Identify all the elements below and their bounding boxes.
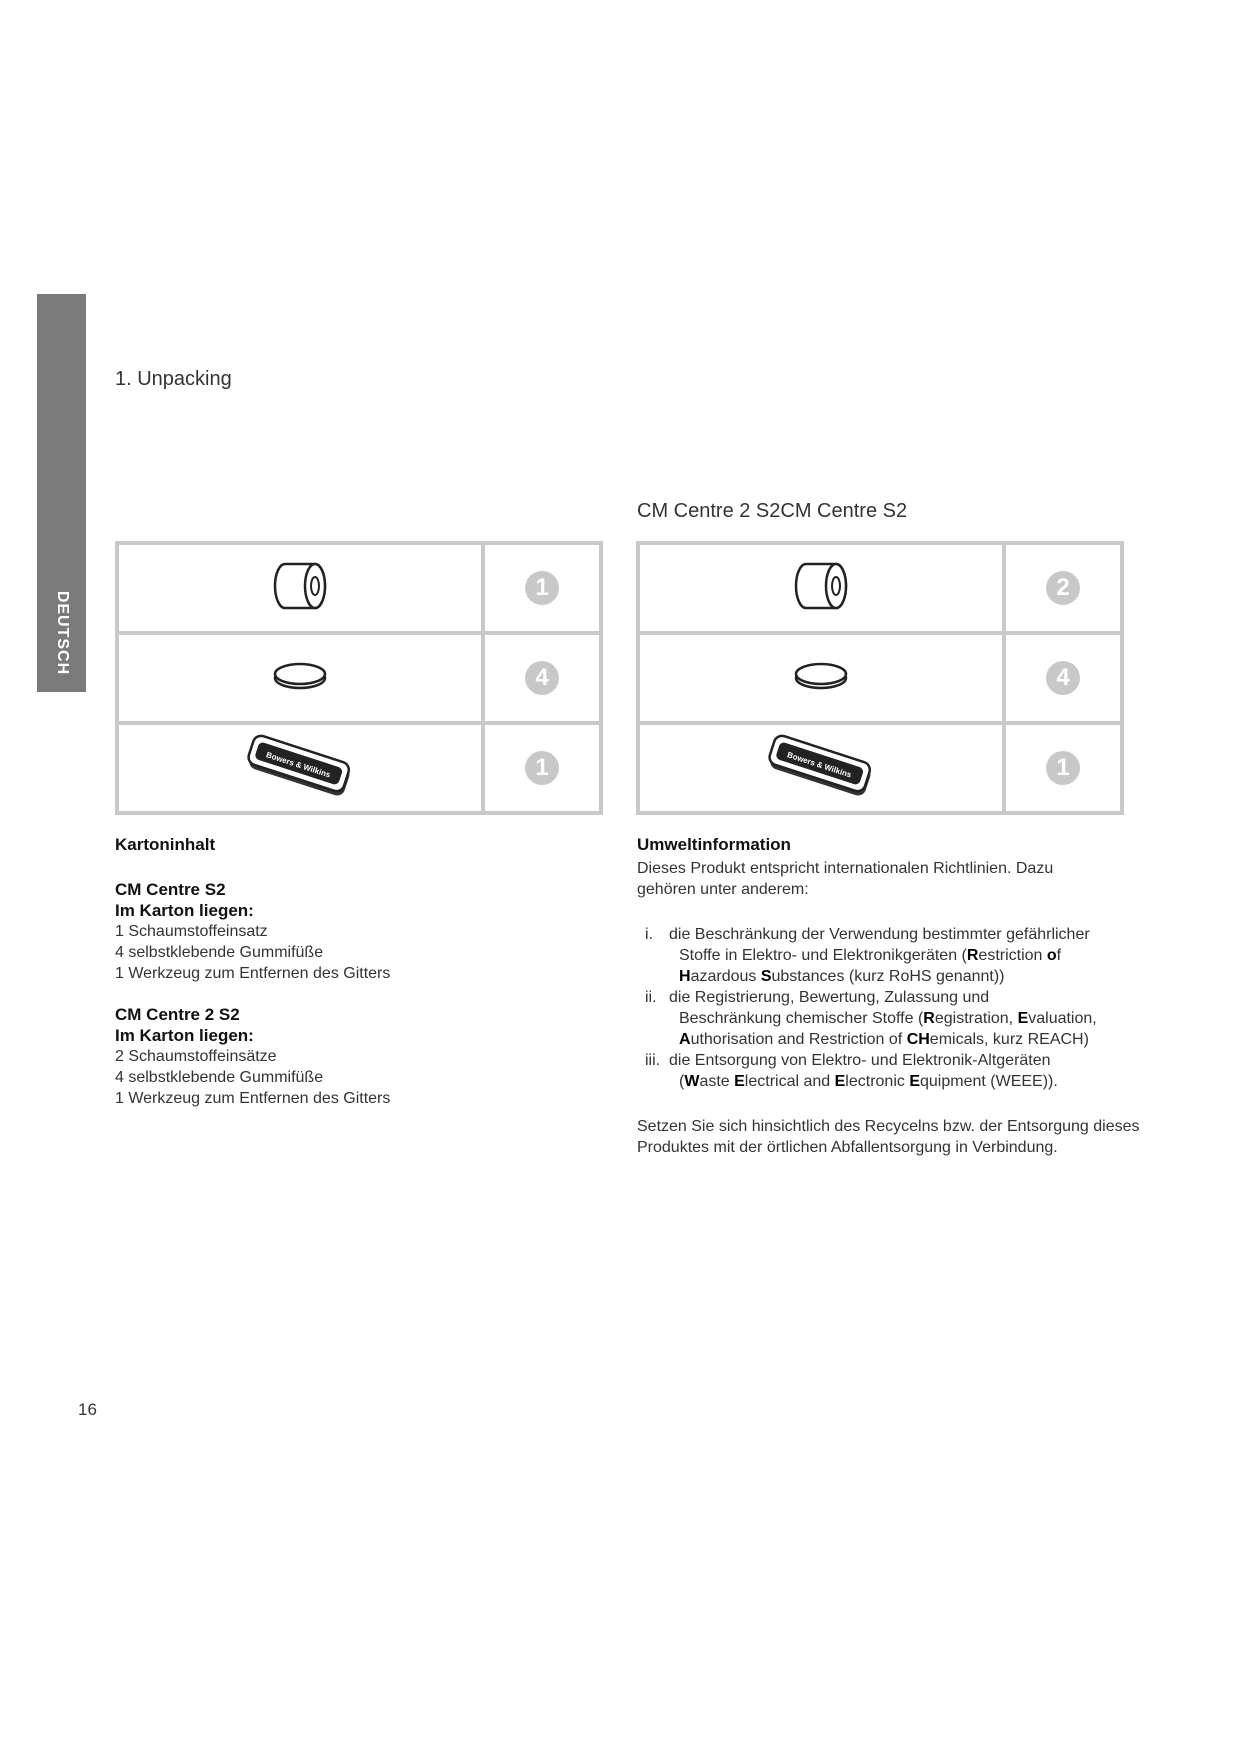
carton-item: 1 Schaumstoffeinsatz (115, 923, 268, 940)
qty-cell (483, 723, 601, 813)
qty-cell (483, 543, 601, 633)
foam-plug-image (638, 543, 1004, 633)
parts-row-feet (117, 633, 601, 723)
rubber-foot-image (117, 633, 483, 723)
directive-item (637, 1050, 1157, 1092)
rubber-foot-icon (791, 661, 851, 691)
quantity-badge: 4 (1046, 661, 1080, 695)
quantity-badge: 1 (525, 751, 559, 785)
carton-item: 1 Werkzeug zum Entfernen des Gitters (115, 1090, 391, 1107)
carton-item: 4 selbstklebende Gummifüße (115, 944, 324, 961)
parts-table-cm-centre-2-s2 (636, 541, 1124, 815)
directive-line: Stoffe in Elektro- und Elektronikgeräten (Restriction of (679, 947, 1062, 964)
directive-line: die Entsorgung von Elektro- und Elektronik-Altgeräten (669, 1052, 1051, 1069)
parts-row-foam (638, 543, 1122, 633)
qty-cell (1004, 543, 1122, 633)
language-tab-label: DEUTSCH (54, 590, 71, 676)
directive-item (637, 987, 1157, 1050)
page-number: 16 (78, 1400, 97, 1419)
carton-item: 1 Werkzeug zum Entfernen des Gitters (115, 965, 391, 982)
parts-row-feet (638, 633, 1122, 723)
directive-line: (Waste Electrical and Electronic Equipment (WEEE)). (679, 1073, 1058, 1090)
list-number: ii. (645, 989, 657, 1006)
parts-row-tool (638, 723, 1122, 813)
carton-item: 4 selbstklebende Gummifüße (115, 1069, 324, 1086)
directive-list (637, 924, 1157, 1092)
grille-tool-image (638, 723, 1004, 813)
qty-cell (1004, 723, 1122, 813)
carton-contents (115, 834, 555, 1109)
grille-tool-icon (240, 731, 360, 801)
model-heading: CM Centre 2 S2CM Centre S2 (637, 500, 908, 522)
parts-row-foam (117, 543, 601, 633)
quantity-badge: 2 (1046, 571, 1080, 605)
foam-plug-icon (265, 561, 335, 611)
model-name: CM Centre S2 (115, 880, 226, 899)
directive-line: Authorisation and Restriction of CHemicals, kurz REACH) (679, 1031, 1089, 1048)
foam-plug-image (117, 543, 483, 633)
quantity-badge: 4 (525, 661, 559, 695)
list-number: i. (645, 926, 653, 943)
parts-table-cm-centre-s2 (115, 541, 603, 815)
directive-line: Hazardous Substances (kurz RoHS genannt)) (679, 968, 1005, 985)
directive-line: Beschränkung chemischer Stoffe (Registration, Evaluation, (679, 1010, 1097, 1027)
rubber-foot-icon (270, 661, 330, 691)
environment-intro: Dieses Produkt entspricht internationalen Richtlinien. Dazu gehören unter anderem: (637, 860, 1054, 898)
list-number: iii. (645, 1052, 661, 1069)
directive-line: die Registrierung, Bewertung, Zulassung und (669, 989, 990, 1006)
directive-item (637, 924, 1157, 987)
qty-cell (483, 633, 601, 723)
rubber-foot-image (638, 633, 1004, 723)
parts-row-tool (117, 723, 601, 813)
foam-plug-icon (786, 561, 856, 611)
carton-heading: Kartoninhalt (115, 835, 216, 854)
grille-tool-icon (761, 731, 881, 801)
model-name: CM Centre 2 S2 (115, 1005, 240, 1024)
quantity-badge: 1 (1046, 751, 1080, 785)
directive-line: die Beschränkung der Verwendung bestimmter gefährlicher (669, 926, 1090, 943)
quantity-badge: 1 (525, 571, 559, 605)
qty-cell (1004, 633, 1122, 723)
environment-closing: Setzen Sie sich hinsichtlich des Recycelns bzw. der Entsorgung dieses Produktes mit der örtlichen Abfallentsorgung in Verbindung. (637, 1118, 1140, 1156)
carton-subheading: Im Karton liegen: (115, 1026, 254, 1045)
section-title: 1. Unpacking (115, 368, 232, 390)
carton-subheading: Im Karton liegen: (115, 901, 254, 920)
carton-item: 2 Schaumstoffeinsätze (115, 1048, 277, 1065)
grille-tool-image (117, 723, 483, 813)
environment-info (637, 834, 1157, 1158)
environment-heading: Umweltinformation (637, 835, 791, 854)
tool-brand-text: Bowers & Wilkins (264, 749, 332, 780)
tool-brand-text: Bowers & Wilkins (785, 749, 853, 780)
